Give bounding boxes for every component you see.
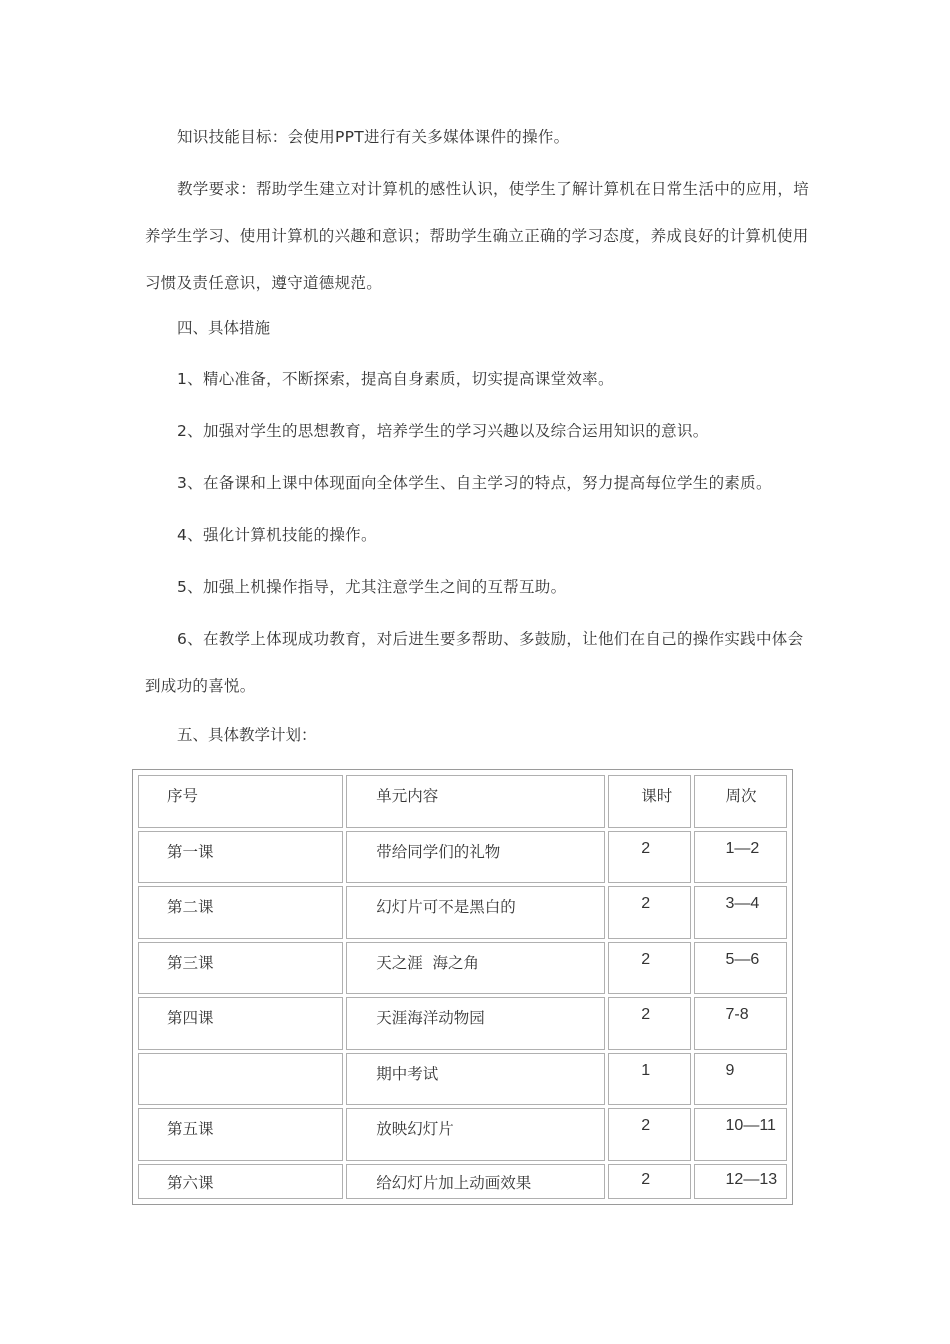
table-row bbox=[138, 1108, 787, 1161]
measure-4: 4、强化计算机技能的操作。 bbox=[177, 526, 377, 544]
cell-week: 10—11 bbox=[694, 1108, 787, 1161]
cell-unit-content: 天之涯 海之角 bbox=[346, 942, 605, 995]
cell-sequence: 第四课 bbox=[138, 997, 343, 1050]
measure-5: 5、加强上机操作指导，尤其注意学生之间的互帮互助。 bbox=[177, 578, 567, 596]
header-class-hours: 课时 bbox=[608, 775, 690, 828]
cell-week: 9 bbox=[694, 1053, 787, 1106]
cell-class-hours: 2 bbox=[608, 997, 690, 1050]
header-week: 周次 bbox=[694, 775, 787, 828]
cell-unit-content: 幻灯片可不是黑白的 bbox=[346, 886, 605, 939]
cell-class-hours: 2 bbox=[608, 886, 690, 939]
measure-2: 2、加强对学生的思想教育，培养学生的学习兴趣以及综合运用知识的意识。 bbox=[177, 422, 709, 440]
measure-6: 6、在教学上体现成功教育，对后进生要多帮助、多鼓励，让他们在自己的操作实践中体会到成功的喜悦。 bbox=[145, 630, 804, 695]
teaching-requirements-paragraph: 教学要求：帮助学生建立对计算机的感性认识，使学生了解计算机在日常生活中的应用，培养学生学习、使用计算机的兴趣和意识；帮助学生确立正确的学习态度，养成良好的计算机使用习惯及责任意识，遵守道德规范。 bbox=[145, 180, 810, 292]
cell-class-hours: 2 bbox=[608, 942, 690, 995]
cell-unit-content: 天涯海洋动物园 bbox=[346, 997, 605, 1050]
table-row bbox=[138, 997, 787, 1050]
cell-class-hours: 2 bbox=[608, 831, 690, 884]
section-five-heading: 五、具体教学计划： bbox=[177, 726, 317, 744]
cell-unit-content: 期中考试 bbox=[346, 1053, 605, 1106]
header-unit-content: 单元内容 bbox=[346, 775, 605, 828]
header-sequence: 序号 bbox=[138, 775, 343, 828]
knowledge-goal-paragraph: 知识技能目标：会使用PPT进行有关多媒体课件的操作。 bbox=[177, 128, 570, 146]
cell-class-hours: 2 bbox=[608, 1164, 690, 1199]
cell-sequence: 第一课 bbox=[138, 831, 343, 884]
cell-unit-content: 带给同学们的礼物 bbox=[346, 831, 605, 884]
cell-unit-content: 给幻灯片加上动画效果 bbox=[346, 1164, 605, 1199]
cell-week: 5—6 bbox=[694, 942, 787, 995]
cell-sequence: 第三课 bbox=[138, 942, 343, 995]
cell-sequence: 第六课 bbox=[138, 1164, 343, 1199]
cell-class-hours: 2 bbox=[608, 1108, 690, 1161]
section-four-heading: 四、具体措施 bbox=[177, 319, 271, 337]
cell-week: 3—4 bbox=[694, 886, 787, 939]
cell-week: 12—13 bbox=[694, 1164, 787, 1199]
cell-class-hours: 1 bbox=[608, 1053, 690, 1106]
cell-week: 1—2 bbox=[694, 831, 787, 884]
table-row bbox=[138, 942, 787, 995]
measure-1: 1、精心准备，不断探索，提高自身素质，切实提高课堂效率。 bbox=[177, 370, 614, 388]
table-row bbox=[138, 831, 787, 884]
cell-sequence: 第二课 bbox=[138, 886, 343, 939]
table-row bbox=[138, 886, 787, 939]
cell-unit-content: 放映幻灯片 bbox=[346, 1108, 605, 1161]
table-row bbox=[138, 1164, 787, 1199]
measure-3: 3、在备课和上课中体现面向全体学生、自主学习的特点，努力提高每位学生的素质。 bbox=[177, 474, 772, 492]
table-header-row bbox=[138, 775, 787, 828]
table-row bbox=[138, 1053, 787, 1106]
cell-week: 7-8 bbox=[694, 997, 787, 1050]
cell-sequence: 第五课 bbox=[138, 1108, 343, 1161]
teaching-plan-table bbox=[132, 769, 793, 1205]
cell-sequence bbox=[138, 1053, 343, 1106]
